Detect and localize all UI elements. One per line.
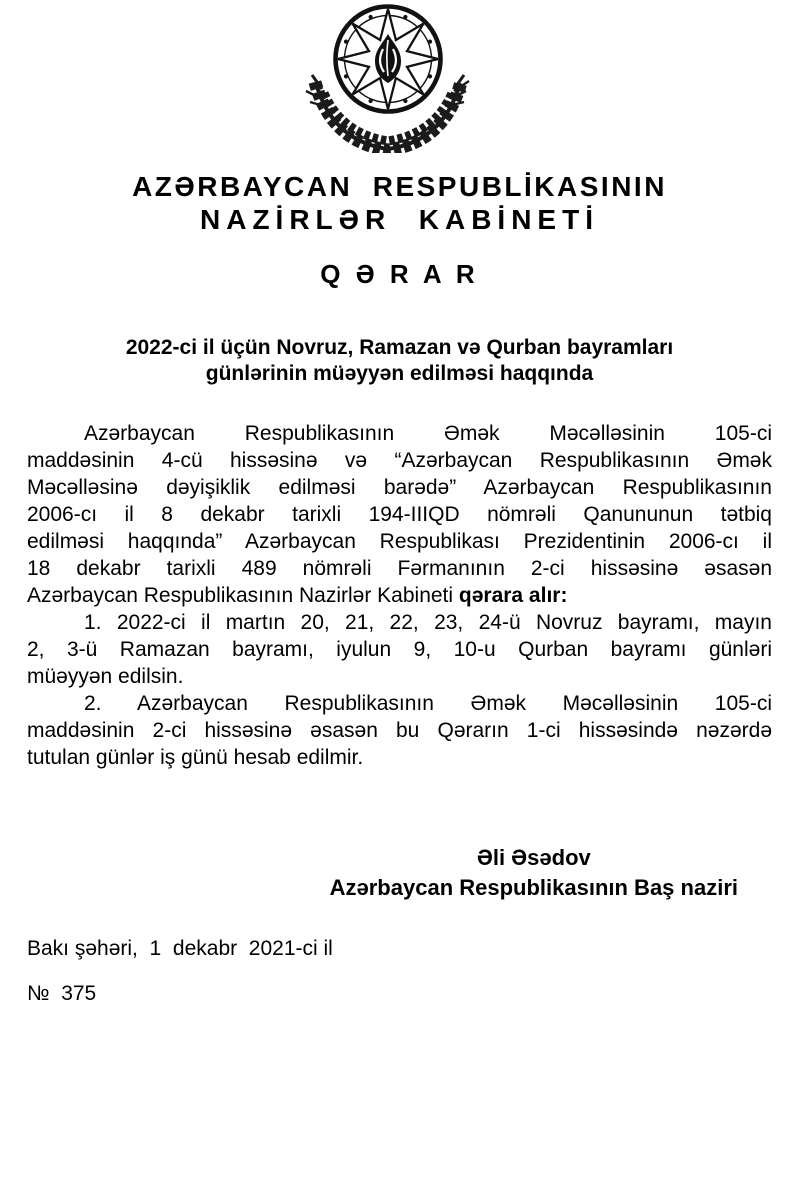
decree-number: № 375 (27, 982, 97, 1005)
signer-title: Azərbaycan Respublikasının Baş naziri (329, 875, 738, 900)
organization-name-line2: NAZİRLƏR KABİNETİ (200, 204, 599, 235)
text-line: edilməsi haqqında” Azərbaycan Respublikası Prezidentinin 2006-cı il (27, 530, 772, 553)
text-line: maddəsinin 2-ci hissəsinə əsasən bu Qərarın 1-ci hissəsində nəzərdə (27, 719, 772, 742)
azerbaijan-state-emblem-icon (302, 3, 474, 153)
organization-name-line1: AZƏRBAYCAN RESPUBLİKASININ (132, 171, 667, 202)
place-and-date: Bakı şəhəri, 1 dekabr 2021-ci il (27, 937, 333, 960)
text-line: 2, 3-ü Ramazan bayramı, iyulun 9, 10-u Qurban bayramı günləri (27, 638, 772, 661)
text-line: Məcəlləsinə dəyişiklik edilməsi barədə” Azərbaycan Respublikasının (27, 476, 772, 499)
decree-title-line2: günlərinin müəyyən edilməsi haqqında (205, 362, 594, 385)
signer-name: Əli Əsədov (476, 845, 591, 870)
intro-tail-text: Azərbaycan Respublikasının Nazirlər Kabineti (27, 584, 459, 607)
text-line: tutulan günlər iş günü hesab edilmir. (27, 746, 364, 769)
decree-title (27, 335, 772, 387)
decree-body (27, 420, 772, 771)
text-line: Azərbaycan Respublikasının Əmək Məcəlləsinin 105-ci (84, 422, 772, 445)
text-line: müəyyən edilsin. (27, 665, 184, 688)
text-line: 2006-cı il 8 dekabr tarixli 194-IIIQD nömrəli Qanununun tətbiq (27, 503, 772, 526)
text-line: 1. 2022-ci il martın 20, 21, 22, 23, 24-ü Novruz bayramı, mayın (84, 611, 772, 634)
decree-title-line1: 2022-ci il üçün Novruz, Ramazan və Qurban bayramları (125, 336, 674, 359)
item-2-paragraph (27, 690, 772, 771)
signature-block (330, 843, 738, 903)
text-line (27, 582, 772, 609)
intro-paragraph (27, 420, 772, 609)
text-line: 2. Azərbaycan Respublikasının Əmək Məcəlləsinin 105-ci (84, 692, 772, 715)
document-type-heading: Q Ə R A R (320, 259, 479, 289)
text-line: 18 dekabr tarixli 489 nömrəli Fərmanının 2-ci hissəsinə əsasən (27, 557, 772, 580)
text-line: maddəsinin 4-cü hissəsinə və “Azərbaycan Respublikasının Əmək (27, 449, 772, 472)
item-1-paragraph (27, 609, 772, 690)
decides-emphasis: qərara alır: (458, 584, 568, 607)
